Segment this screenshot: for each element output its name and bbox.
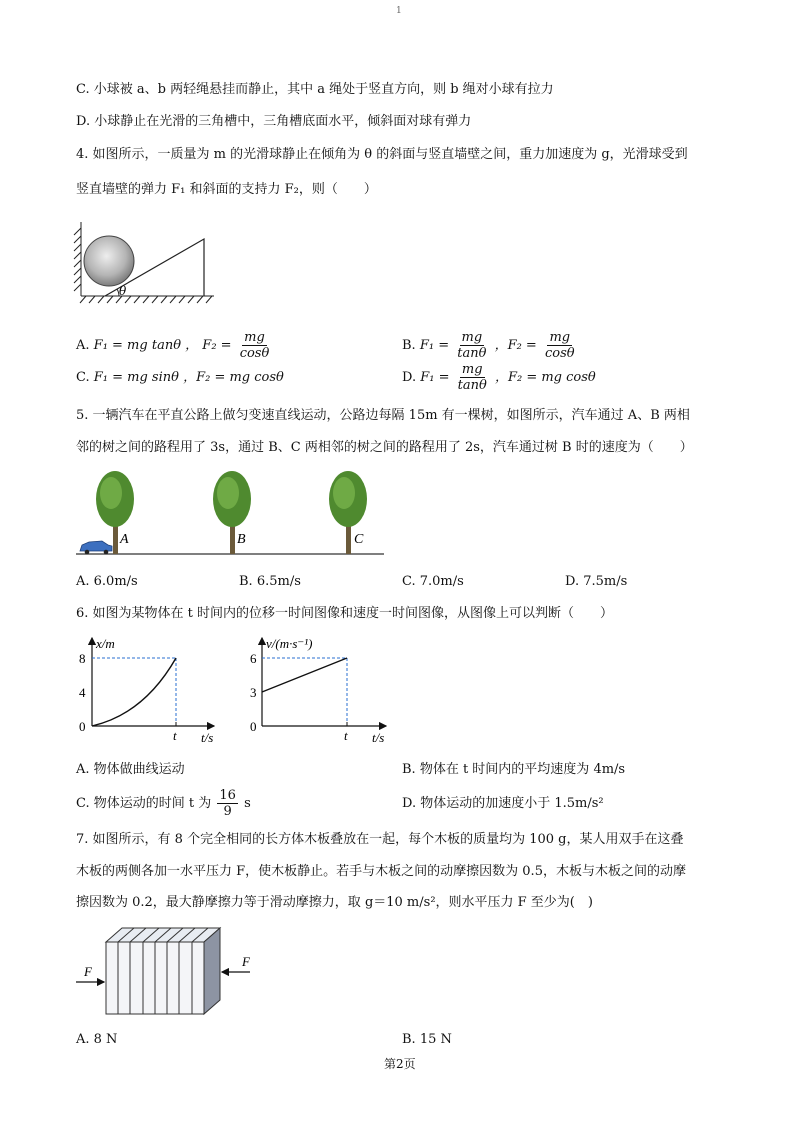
vt-ylabel: v/(m·s⁻¹) xyxy=(266,636,313,651)
q5-option-a: A. 6.0m/s xyxy=(76,574,138,589)
q7-stem-line3: 擦因数为 0.2，最大静摩擦力等于滑动摩擦力，取 g＝10 m/s²，则水平压力 F 至少为( ) xyxy=(76,895,593,910)
vt-t-label: t xyxy=(344,728,348,743)
xt-ylabel: x/m xyxy=(96,636,115,651)
prev-option-d: D. 小球静止在光滑的三角槽中，三角槽底面水平，倾斜面对球有弹力 xyxy=(76,114,472,129)
tree-label-b: B xyxy=(237,532,246,547)
q5-stem-line2: 邻的树之间的路程用了 3s，通过 B、C 两相邻的树之间的路程用了 2s，汽车通过树 B 时的速度为（ ） xyxy=(76,440,693,455)
q7-stem-line2: 木板的两侧各加一水平压力 F，使木板静止。若手与木板之间的动摩擦因数为 0.5，木板与木板之间的动摩 xyxy=(76,864,686,879)
q4-option-a: A. F₁ = mg tanθ ， F₂ = $\frac{mg}{\cos\theta}$ xyxy=(76,330,270,361)
page-mark: 1 xyxy=(396,6,402,16)
q7-option-b: B. 15 N xyxy=(402,1032,452,1047)
q5-figure-trees-road xyxy=(74,465,386,557)
ball xyxy=(84,236,134,286)
page-footer: 第2页 xyxy=(384,1057,416,1071)
vt-xlabel: t/s xyxy=(372,730,385,745)
q5-option-b: B. 6.5m/s xyxy=(239,574,301,589)
q6-option-b: B. 物体在 t 时间内的平均速度为 4m/s xyxy=(402,762,626,777)
q4-option-d: D. F₁ = $\frac{mg}{\tan\theta}$ ，F₂ = mg cosθ xyxy=(402,362,596,393)
q7-option-a: A. 8 N xyxy=(76,1032,118,1047)
q5-stem-line1: 5. 一辆汽车在平直公路上做匀变速直线运动，公路边每隔 15m 有一棵树，如图所示，汽车通过 A、B 两相 xyxy=(76,408,690,423)
q6-option-a: A. 物体做曲线运动 xyxy=(76,762,185,777)
q6-option-c: C. 物体运动的时间 t 为 $\frac{16}{9}$ s xyxy=(76,788,251,819)
force-right-label: F xyxy=(242,954,250,969)
vt-tick-6: 6 xyxy=(250,651,257,666)
ground-hatch xyxy=(80,296,214,303)
q4-stem-line1: 4. 如图所示，一质量为 m 的光滑球静止在倾角为 θ 的斜面与竖直墙壁之间，重力加速度为 g，光滑球受到 xyxy=(76,147,688,162)
theta-label: θ xyxy=(119,284,127,298)
vt-line xyxy=(262,658,347,692)
q7-figure-boards xyxy=(74,922,274,1018)
xt-curve xyxy=(92,658,176,726)
prev-option-c: C. 小球被 a、b 两轻绳悬挂而静止，其中 a 绳处于竖直方向，则 b 绳对小球有拉力 xyxy=(76,82,554,97)
q6-option-d: D. 物体运动的加速度小于 1.5m/s² xyxy=(402,796,604,811)
tree-label-a: A xyxy=(120,532,129,547)
q7-stem-line1: 7. 如图所示，有 8 个完全相同的长方体木板叠放在一起，每个木板的质量均为 100 g，某人用双手在这叠 xyxy=(76,832,684,847)
q5-option-d: D. 7.5m/s xyxy=(565,574,628,589)
q4-option-b: B. F₁ = $\frac{mg}{\tan\theta}$ ，F₂ = $\frac{mg}{\cos\theta}$ xyxy=(402,330,575,361)
tree-label-c: C xyxy=(354,532,364,547)
q4-option-c: C. F₁ = mg sinθ ，F₂ = mg cosθ xyxy=(76,370,284,385)
board-stack-side xyxy=(204,928,220,1014)
q4-stem-line2: 竖直墙壁的弹力 F₁ 和斜面的支持力 F₂，则（ ） xyxy=(76,182,377,197)
q6-vt-graph xyxy=(246,634,396,746)
q4-figure-ball-wall-incline xyxy=(72,220,222,308)
xt-tick-4: 4 xyxy=(79,685,86,700)
car-icon xyxy=(80,541,112,554)
q6-xt-graph xyxy=(74,634,224,746)
vt-tick-0: 0 xyxy=(250,719,257,734)
vt-tick-3: 3 xyxy=(250,685,257,700)
q6-stem: 6. 如图为某物体在 t 时间内的位移一时间图像和速度一时间图像，从图像上可以判断（ ） xyxy=(76,606,614,621)
xt-xlabel: t/s xyxy=(201,730,214,745)
xt-t-label: t xyxy=(173,728,177,743)
force-left-label: F xyxy=(84,964,92,979)
q5-option-c: C. 7.0m/s xyxy=(402,574,464,589)
xt-tick-0: 0 xyxy=(79,719,86,734)
wall-hatch xyxy=(74,222,81,296)
xt-tick-8: 8 xyxy=(79,651,86,666)
